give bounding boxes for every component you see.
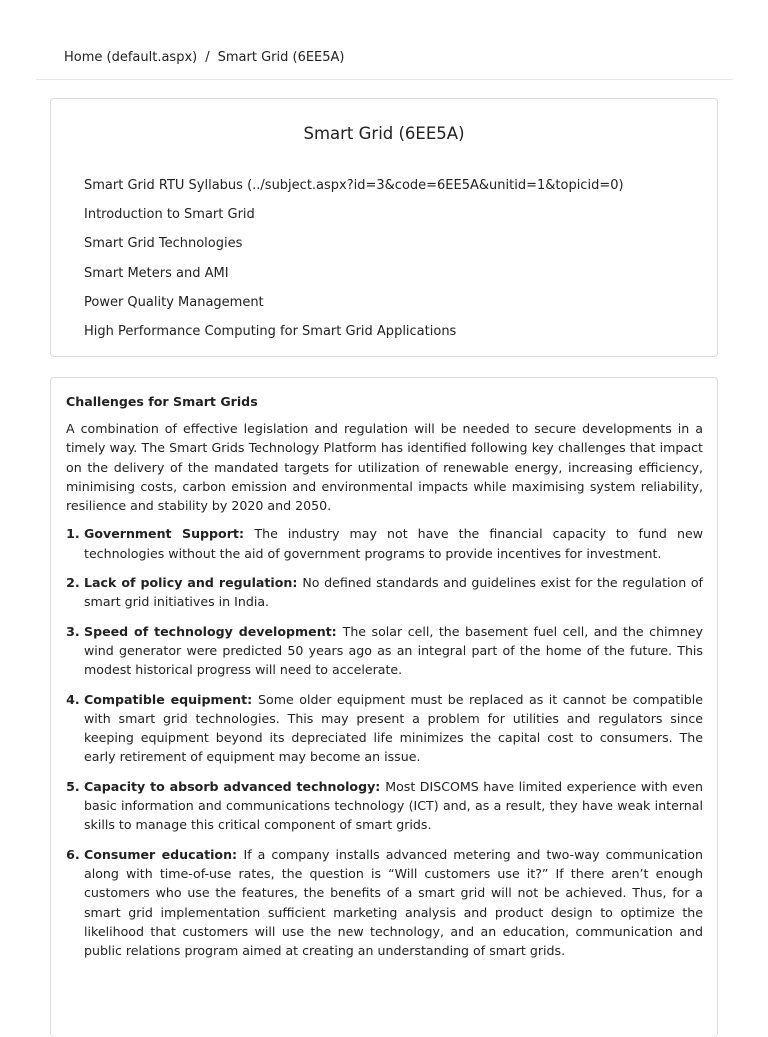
- topic-item-hpc[interactable]: High Performance Computing for Smart Grid Applications: [84, 324, 457, 340]
- article-intro: A combination of effective legislation and regulation will be needed to secure developments in a timely way. The Smart Grids Technology Platform has identified following key challenges that impact on the delivery of the mandated targets for utilization of renewable energy, increasing efficiency, minimising costs, carbon emission and environmental impacts while maximising system reliability, resilience and stability by 2020 and 2050.: [66, 421, 703, 514]
- topic-list: [84, 171, 624, 346]
- breadcrumb-separator: /: [205, 50, 210, 65]
- challenge-text: If a company installs advanced metering and two-way communication along with time-of-use rates, the question is “Will customers use it?” If there aren’t enough customers who use the features, the benefits of a smart grid will not be achieved. Thus, for a smart grid implementation sufficient marketing analysis and product design to optimize the likelihood that customers will use the new technology, and an education, communication and public relations program aimed at creating an understanding of smart grids.: [84, 846, 703, 959]
- challenge-item: [84, 845, 703, 961]
- breadcrumb-home-link[interactable]: Home (default.aspx): [64, 50, 198, 65]
- challenge-term: Compatible equipment:: [84, 691, 253, 707]
- topic-item-technologies[interactable]: Smart Grid Technologies: [84, 236, 243, 252]
- breadcrumb: [36, 0, 733, 80]
- article-body: [66, 392, 703, 970]
- challenge-item: [84, 622, 703, 680]
- challenge-text: The industry may not have the financial capacity to fund new technologies without the aid of government programs to provide incentives for investment.: [84, 526, 704, 561]
- challenge-item: [84, 777, 703, 835]
- challenge-text: The solar cell, the basement fuel cell, and the chimney wind generator were predicted 50 years ago as an integral part of the home of the future. This modest historical progress will need to accelerate.: [84, 623, 704, 678]
- challenge-term: Capacity to absorb advanced technology:: [84, 778, 381, 794]
- challenge-item: [84, 573, 703, 612]
- challenge-term: Lack of policy and regulation:: [84, 575, 298, 591]
- challenge-term: Government Support:: [84, 526, 244, 542]
- challenge-text: Some older equipment must be replaced as it cannot be compatible with smart grid technologies. This may present a problem for utilities and regulators since keeping equipment beyond its depreciated life minimizes the capital cost to consumers. The early retirement of equipment may become an issue.: [84, 691, 703, 765]
- breadcrumb-current-link[interactable]: Smart Grid (6EE5A): [217, 50, 345, 65]
- topic-item-smart-meters[interactable]: Smart Meters and AMI: [84, 265, 229, 281]
- challenge-list: [66, 524, 703, 960]
- topic-item-introduction[interactable]: Introduction to Smart Grid: [84, 207, 255, 223]
- challenge-term: Consumer education:: [84, 846, 238, 862]
- article-heading: Challenges for Smart Grids: [66, 394, 258, 409]
- topic-item-syllabus[interactable]: Smart Grid RTU Syllabus (../subject.aspx?id=3&code=6EE5A&unitid=1&topicid=0): [84, 178, 624, 193]
- challenge-text: No defined standards and guidelines exist for the regulation of smart grid initiatives in India.: [84, 575, 703, 610]
- challenge-item: [84, 690, 703, 767]
- topic-item-power-quality[interactable]: Power Quality Management: [84, 294, 264, 310]
- toc-title: Smart Grid (6EE5A): [303, 124, 465, 143]
- challenge-item: [84, 524, 703, 563]
- challenge-term: Speed of technology development:: [84, 623, 337, 639]
- challenge-text: Most DISCOMS have limited experience with even basic information and communications technology (ICT) and, as a result, they have weak internal skills to manage this critical component of smart grids.: [84, 778, 703, 833]
